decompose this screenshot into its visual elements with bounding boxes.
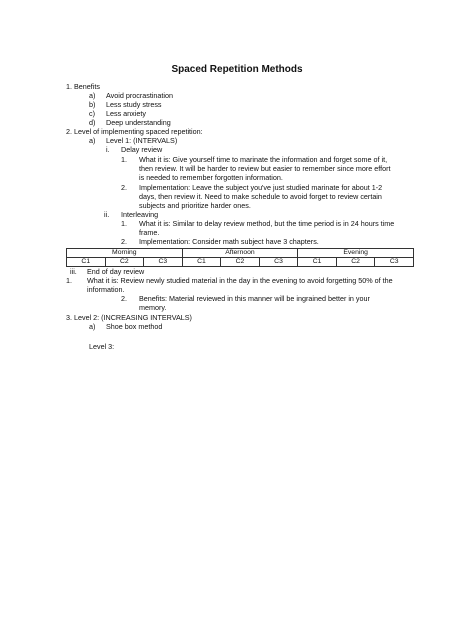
table-row [67, 258, 414, 267]
interleaving-label: Interleaving [121, 210, 159, 219]
paragraph-line: memory. [139, 303, 167, 312]
paragraph-line: days, then review it. Need to make schedule to avoid forget to review certain [139, 192, 382, 201]
list-marker: i. [106, 145, 110, 154]
list-item: Less study stress [106, 100, 162, 109]
paragraph-line: is needed to remember forgotten information. [139, 173, 283, 182]
list-marker: c) [89, 109, 95, 118]
table-cell: C3 [144, 258, 183, 267]
schedule-table [66, 248, 414, 267]
list-marker: 2. [121, 294, 127, 303]
list-marker: a) [89, 136, 96, 145]
list-marker: 1. [121, 219, 127, 228]
list-marker: 1. [66, 276, 72, 285]
benefits-heading: 1. Benefits [66, 82, 100, 91]
list-item: Deep understanding [106, 118, 171, 127]
table-cell: C3 [259, 258, 298, 267]
paragraph-line: What it is: Give yourself time to marinate the information and forget some of it, [139, 155, 388, 164]
paragraph-line: What it is: Review newly studied material in the day in the evening to avoid forgetting 50% of the [87, 276, 393, 285]
delay-review-label: Delay review [121, 145, 163, 154]
table-cell: C3 [375, 258, 414, 267]
table-cell: C2 [105, 258, 144, 267]
table-header-row [67, 249, 414, 258]
table-cell: C2 [336, 258, 375, 267]
levels-heading: 2. Level of implementing spaced repetition: [66, 127, 203, 136]
table-cell: C1 [182, 258, 221, 267]
level2-heading: 3. Level 2: (INCREASING INTERVALS) [66, 313, 192, 322]
shoe-box-label: Shoe box method [106, 322, 163, 331]
paragraph-line: information. [87, 285, 125, 294]
list-marker: 2. [121, 237, 127, 246]
end-of-day-label: End of day review [87, 267, 145, 276]
paragraph-line: Benefits: Material reviewed in this manner will be ingrained better in your [139, 294, 370, 303]
list-marker: a) [89, 322, 96, 331]
list-item: Avoid procrastination [106, 91, 173, 100]
paragraph-line: frame. [139, 228, 160, 237]
list-marker: d) [89, 118, 96, 127]
table-header-cell: Morning [67, 249, 183, 258]
level1-label: Level 1: (INTERVALS) [106, 136, 178, 145]
list-marker: 2. [121, 183, 127, 192]
level3-label: Level 3: [89, 342, 115, 351]
table-header-cell: Evening [298, 249, 414, 258]
list-item: Less anxiety [106, 109, 146, 118]
list-marker: 1. [121, 155, 127, 164]
paragraph-line: Implementation: Consider math subject have 3 chapters. [139, 237, 319, 246]
paragraph-line: Implementation: Leave the subject you've just studied marinate for about 1-2 [139, 183, 383, 192]
table-cell: C2 [221, 258, 260, 267]
list-marker: b) [89, 100, 96, 109]
table-header-cell: Afternoon [182, 249, 298, 258]
paragraph-line: subjects and prioritize harder ones. [139, 201, 251, 210]
paragraph-line: then review. It will be harder to review but easier to remember since more effort [139, 164, 391, 173]
table-cell: C1 [298, 258, 337, 267]
paragraph-line: What it is: Similar to delay review method, but the time period is in 24 hours time [139, 219, 395, 228]
table-cell: C1 [67, 258, 106, 267]
list-marker: iii. [70, 267, 77, 276]
list-marker: ii. [104, 210, 110, 219]
list-marker: a) [89, 91, 96, 100]
document-title: Spaced Repetition Methods [171, 64, 303, 75]
